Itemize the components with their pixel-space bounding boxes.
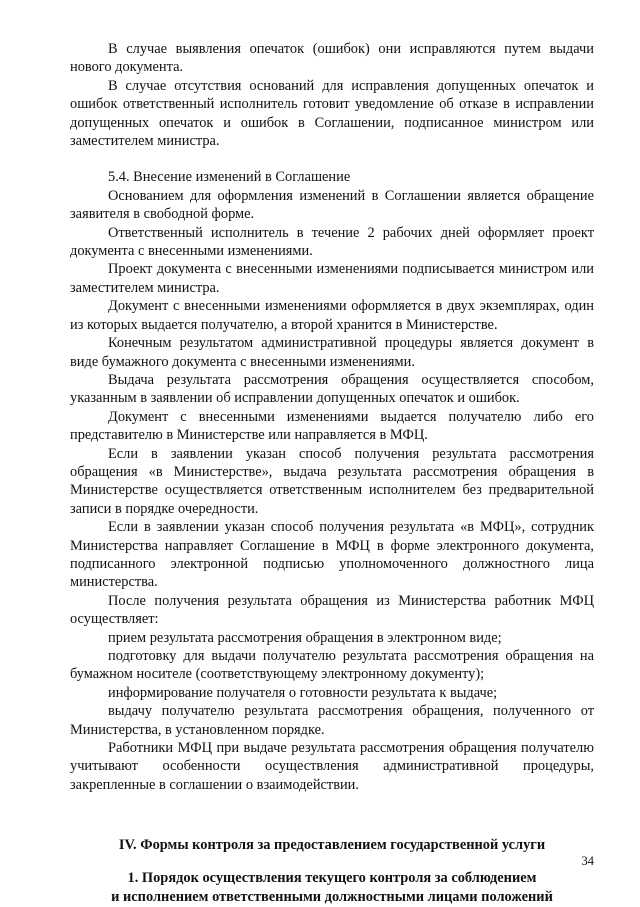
page-number: 34 — [581, 854, 594, 868]
paragraph: Документ с внесенными изменениями выдается получателю либо его представителю в Министерстве или направляется в МФЦ. — [70, 408, 594, 444]
paragraph: Конечным результатом административной процедуры является документ в виде бумажного документа с внесенными изменениями. — [70, 335, 594, 370]
paragraph: Ответственный исполнитель в течение 2 рабочих дней оформляет проект документа с внесенными изменениями. — [70, 224, 594, 260]
section-heading: IV. Формы контроля за предоставлением государственной услуги — [118, 837, 546, 854]
paragraph: Работники МФЦ при выдаче результата рассмотрения обращения получателю учитывают особенности осуществления административной процедуры, закрепленные в соглашении о взаимодействии. — [70, 740, 594, 793]
list-item: прием результата рассмотрения обращения в электронном виде; — [108, 629, 502, 646]
paragraph: В случае отсутствия оснований для исправления допущенных опечаток и ошибок ответственный исполнитель готовит уведомление об отказе в исправлении допущенных опечаток и ошибок в Соглашении, подписанное министром или заместителем министра. — [70, 77, 594, 150]
paragraph: Проект документа с внесенными изменениями подписывается министром или заместителем министра. — [70, 261, 594, 296]
page-body — [70, 40, 594, 907]
subsection-title: 5.4. Внесение изменений в Соглашение — [108, 169, 351, 186]
list-item: подготовку для выдачи получателю результата рассмотрения обращения на бумажном носителе (соответствующему электронному документу); — [70, 648, 594, 683]
paragraph: Выдача результата рассмотрения обращения осуществляется способом, указанным в заявлении об исправлении допущенных опечаток и ошибок. — [70, 371, 594, 407]
paragraph: Если в заявлении указан способ получения результата рассмотрения обращения «в Министерстве», выдача результата рассмотрения обращения в Министерстве осуществляется ответственным исполнителем без предварительной записи в порядке очередности. — [70, 445, 594, 517]
subsection-heading-line1: 1. Порядок осуществления текущего контроля за соблюдением — [127, 870, 537, 887]
paragraph: Документ с внесенными изменениями оформляется в двух экземплярах, один из которых выдается получателю, а второй хранится в Министерстве. — [70, 298, 594, 333]
subsection-heading-line2: и исполнением ответственными должностными лицами положений — [111, 889, 553, 906]
paragraph: Основанием для оформления изменений в Соглашении является обращение заявителя в свободной форме. — [70, 187, 594, 223]
list-item: информирование получателя о готовности результата к выдаче; — [108, 684, 498, 701]
paragraph: Если в заявлении указан способ получения результата «в МФЦ», сотрудник Министерства направляет Соглашение в МФЦ в форме электронного документа, подписанного электронной подписью уполномоченного должностного лица министерства. — [70, 519, 594, 591]
paragraph: После получения результата обращения из Министерства работник МФЦ осуществляет: — [70, 592, 594, 628]
paragraph: В случае выявления опечаток (ошибок) они исправляются путем выдачи нового документа. — [70, 41, 594, 76]
list-item: выдачу получателю результата рассмотрения обращения, полученного от Министерства, в установленном порядке. — [70, 703, 594, 738]
